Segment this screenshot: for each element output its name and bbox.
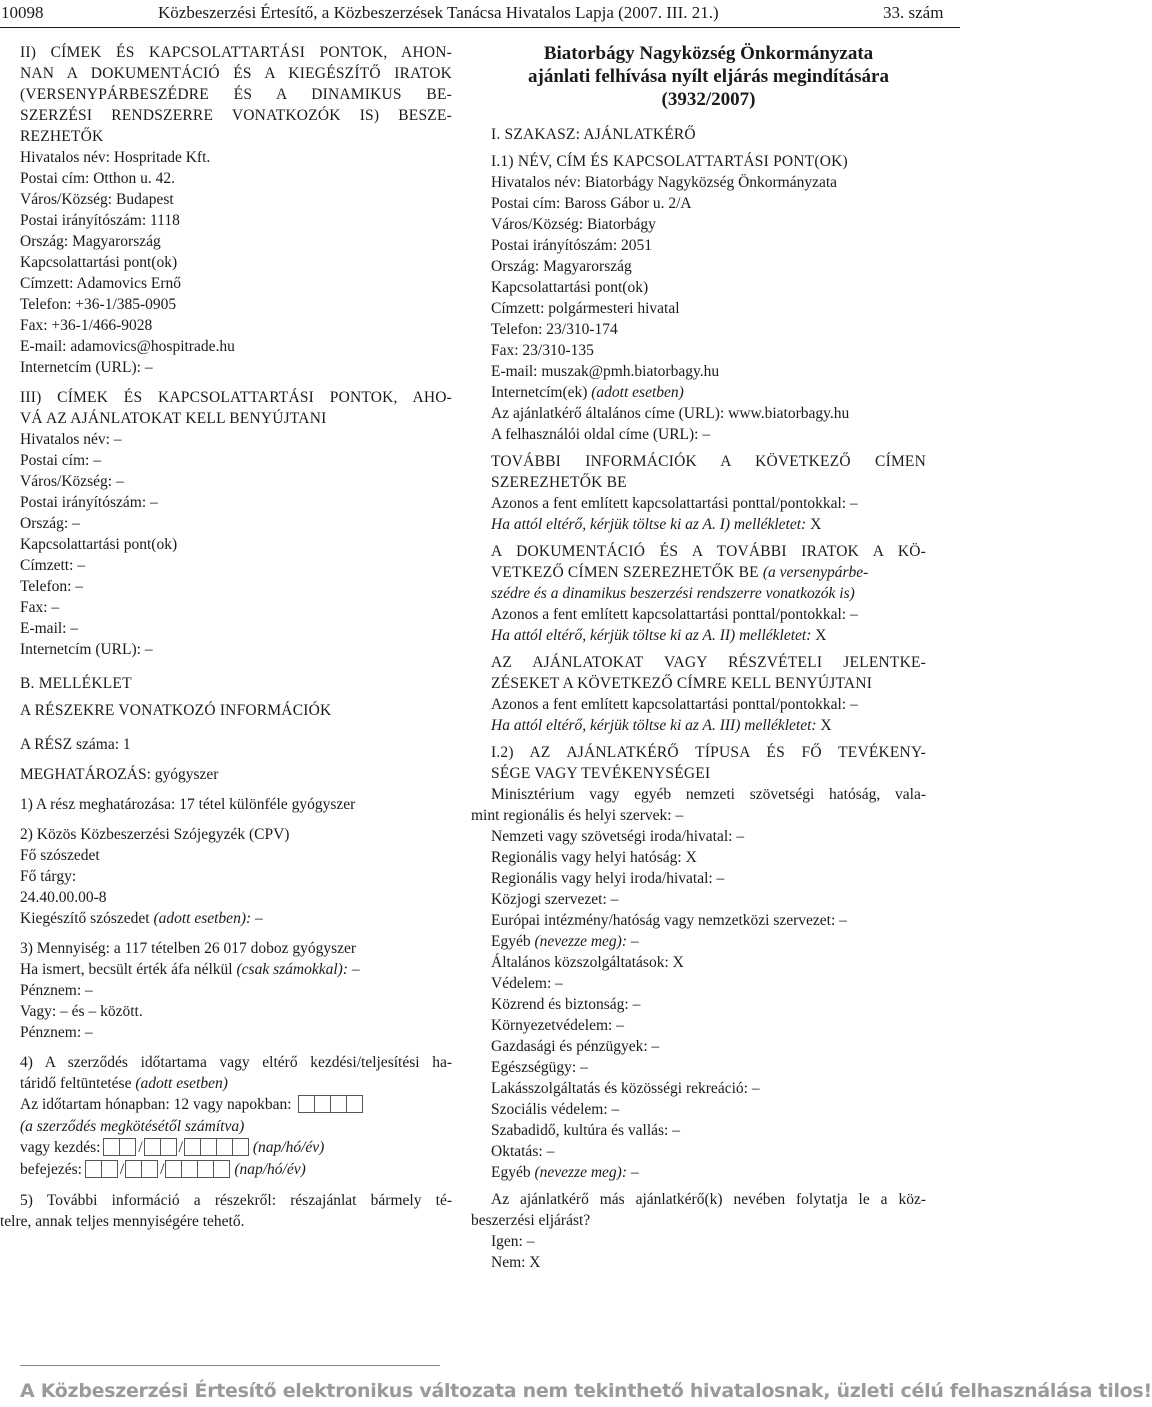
internet-note: (adott esetben)	[591, 384, 684, 401]
end-year-boxes	[166, 1160, 230, 1181]
footer-rule	[20, 1365, 440, 1366]
other-activity	[491, 1162, 926, 1183]
contact-line: Hivatalos név: –	[20, 431, 122, 448]
digit-box	[181, 1160, 198, 1178]
start-day-boxes	[104, 1138, 136, 1159]
heading-note-line: szédre és a dinamikus beszerzési rendszerre vonatkozók is)	[491, 585, 855, 602]
section-1-heading: I. SZAKASZ: AJÁNLATKÉRŐ	[491, 126, 696, 143]
heading-line: ZÉSEKET A KÖVETKEZŐ CÍMRE KELL BENYÚJTANI	[491, 675, 873, 692]
offers-heading	[491, 652, 926, 694]
duration-line: 4) A szerződés időtartama vagy eltérő kezdési/teljesítési ha-	[20, 1054, 452, 1071]
intro-line: mint regionális és helyi szervek: –	[471, 807, 684, 824]
footer-notice: A Közbeszerzési Értesítő elektronikus változata nem tekinthető hivatalosnak, üzleti célú felhasználása tilos!	[20, 1380, 1152, 1402]
end-date-row: befejezés: / / (nap/hó/év)	[20, 1159, 452, 1181]
digit-box	[213, 1160, 230, 1178]
contact-line: Telefon: 23/310-174	[491, 321, 618, 338]
contact-line: Fax: 23/310-135	[491, 342, 594, 359]
heading-line	[491, 562, 926, 583]
contact-line: Fax: +36-1/466-9028	[20, 317, 153, 334]
same-as-above: Azonos a fent említett kapcsolattartási ponttal/pontokkal: –	[491, 495, 858, 512]
activity-line: Általános közszolgáltatások: X	[491, 954, 684, 971]
heading-line: TOVÁBBI INFORMÁCIÓK A KÖVETKEZŐ CÍMEN	[491, 453, 926, 470]
activity-line: Közrend és biztonság: –	[491, 996, 641, 1013]
annex-note-value: X	[806, 516, 822, 533]
authority-types	[491, 826, 926, 952]
contact-line: Postai cím: Baross Gábor u. 2/A	[491, 195, 692, 212]
same-as-above: Azonos a fent említett kapcsolattartási ponttal/pontokkal: –	[491, 696, 858, 713]
right-column	[471, 42, 926, 1273]
annex-note-value: X	[811, 627, 827, 644]
duration-months	[20, 1094, 452, 1116]
item-2-cpv	[20, 824, 452, 929]
intro-line: Minisztérium vagy egyéb nemzeti szövetségi hatóság, vala-	[491, 786, 926, 803]
cpv-line: 2) Közös Közbeszerzési Szójegyzék (CPV)	[20, 826, 290, 843]
part-definition: MEGHATÁROZÁS: gyógyszer	[20, 766, 219, 783]
heading-line: I.2) AZ AJÁNLATKÉRŐ TÍPUSA ÉS FŐ TEVÉKENY-	[491, 744, 926, 761]
cpv-line: 24.40.00.00-8	[20, 889, 107, 906]
start-year-boxes	[185, 1138, 249, 1159]
start-date-label: vagy kezdés:	[20, 1138, 101, 1156]
digit-box	[103, 1138, 120, 1156]
duration-label: táridő feltüntetése	[20, 1075, 136, 1092]
contact-line: Kapcsolattartási pont(ok)	[491, 279, 649, 296]
title-line: (3932/2007)	[661, 89, 756, 110]
question-line: beszerzési eljárást?	[471, 1212, 591, 1229]
end-month-boxes	[126, 1160, 158, 1181]
heading-line: SZEREZHETŐK BE	[491, 474, 627, 491]
end-day-boxes	[86, 1160, 118, 1181]
item-3-quantity	[20, 938, 452, 1043]
contact-line: Ország: –	[20, 515, 80, 532]
i2-heading	[491, 742, 926, 784]
contact-line: Hivatalos név: Biatorbágy Nagyközség Önkormányzata	[491, 174, 838, 191]
heading-line: III) CÍMEK ÉS KAPCSOLATTARTÁSI PONTOK, AHO-	[20, 389, 452, 406]
contact-line: Internetcím (URL): –	[20, 641, 153, 658]
answer-yes: Igen: –	[491, 1233, 535, 1250]
item-1: 1) A rész meghatározása: 17 tétel különféle gyógyszer	[20, 796, 356, 813]
activity-list	[491, 952, 926, 1183]
heading-line: II) CÍMEK ÉS KAPCSOLATTARTÁSI PONTOK, AHON-	[20, 44, 452, 61]
type-line: Közjogi szervezet: –	[491, 891, 619, 908]
type-line: Regionális vagy helyi hatóság: X	[491, 849, 697, 866]
digit-box	[85, 1160, 102, 1178]
type-line: Regionális vagy helyi iroda/hivatal: –	[491, 870, 725, 887]
digit-box	[184, 1138, 201, 1156]
end-date-label: befejezés:	[20, 1160, 82, 1178]
contact-line: Hivatalos név: Hospritade Kft.	[20, 149, 211, 166]
further-info-line: 5) További információ a részekről: részajánlat bármely té-	[20, 1191, 452, 1209]
contact-line: Postai irányítószám: 1118	[20, 212, 180, 229]
part-number: A RÉSZ száma: 1	[20, 736, 131, 753]
days-boxes	[299, 1095, 363, 1116]
title-line: Biatorbágy Nagyközség Önkormányzata	[543, 43, 874, 64]
item-4-duration	[20, 1052, 452, 1181]
same-as-above: Azonos a fent említett kapcsolattartási ponttal/pontokkal: –	[491, 606, 858, 623]
section-2-contact-list	[20, 147, 452, 378]
i1-heading: I.1) NÉV, CÍM ÉS KAPCSOLATTARTÁSI PONT(OK)	[491, 153, 848, 170]
heading-text: VETKEZŐ CÍMEN SZEREZHETŐK BE	[491, 564, 763, 581]
heading-line: (VERSENYPÁRBESZÉDRE ÉS A DINAMIKUS BE-	[20, 86, 452, 103]
contact-line: Telefon: –	[20, 578, 84, 595]
digit-box	[197, 1160, 214, 1178]
digit-box	[314, 1095, 331, 1113]
title-line: ajánlati felhívása nyílt eljárás megindítására	[528, 66, 889, 87]
activity-line: Gazdasági és pénzügyek: –	[491, 1038, 660, 1055]
start-month-boxes	[145, 1138, 177, 1159]
heading-line: REZHETŐK	[20, 128, 104, 145]
other-note: (nevezze meg):	[534, 1164, 627, 1181]
contact-line: Város/Község: Biatorbágy	[491, 216, 656, 233]
activity-line: Szabadidő, kultúra és vallás: –	[491, 1122, 680, 1139]
digit-box	[160, 1138, 177, 1156]
digit-box	[346, 1095, 363, 1113]
heading-note: (a versenypárbe-	[762, 564, 869, 581]
annex-note-value: X	[816, 717, 832, 734]
annex-3-note	[491, 715, 926, 736]
contact-line: Címzett: polgármesteri hivatal	[491, 300, 680, 317]
i1-contact-list	[491, 172, 926, 445]
digit-box	[125, 1160, 142, 1178]
contact-line: E-mail: muszak@pmh.biatorbagy.hu	[491, 363, 720, 380]
other-value: –	[627, 933, 639, 950]
heading-line: SZERZÉSI RENDSZERRE VONATKOZÓK IS) BESZE-	[20, 107, 452, 124]
quantity-line: Pénznem: –	[20, 982, 93, 999]
quantity-line: Pénznem: –	[20, 1024, 93, 1041]
digit-box	[165, 1160, 182, 1178]
contact-line: Város/Község: Budapest	[20, 191, 174, 208]
contact-line: E-mail: adamovics@hospitrade.hu	[20, 338, 235, 355]
type-line: Nemzeti vagy szövetségi iroda/hivatal: –	[491, 828, 745, 845]
contact-line: Postai cím: Otthon u. 42.	[20, 170, 175, 187]
other-label: Egyéb	[491, 1164, 535, 1181]
heading-line: A DOKUMENTÁCIÓ ÉS A TOVÁBBI IRATOK A KÖ-	[491, 543, 926, 560]
estimated-value-label: Ha ismert, becsült érték áfa nélkül	[20, 961, 237, 978]
digit-box	[330, 1095, 347, 1113]
other-note: (nevezze meg):	[534, 933, 627, 950]
annex-2-note	[491, 625, 926, 646]
contact-line: Internetcím (URL): –	[20, 359, 153, 376]
notice-title	[491, 42, 926, 111]
estimated-value-note: (csak számokkal):	[236, 961, 348, 978]
digit-box	[216, 1138, 233, 1156]
activity-line: Védelem: –	[491, 975, 563, 992]
duration-months-label: Az időtartam hónapban: 12 vagy napokban:	[20, 1096, 292, 1113]
contact-line: Postai irányítószám: –	[20, 494, 158, 511]
activity-line: Környezetvédelem: –	[491, 1017, 624, 1034]
activity-line: Egészségügy: –	[491, 1059, 588, 1076]
date-format-hint: (nap/hó/év)	[234, 1160, 306, 1178]
page-number: 10098	[1, 3, 44, 22]
estimated-value	[20, 959, 452, 980]
annex-note-text: Ha attól eltérő, kérjük töltse ki az A. III) mellékletet:	[491, 717, 817, 734]
quantity-line: Vagy: – és – között.	[20, 1003, 143, 1020]
further-info-line: telre, annak teljes mennyiségére tehető.	[0, 1212, 245, 1230]
contact-line: Címzett: –	[20, 557, 86, 574]
journal-title: Közbeszerzési Értesítő, a Közbeszerzések Tanácsa Hivatalos Lapja (2007. III. 21.)	[158, 3, 719, 22]
digit-box	[232, 1138, 249, 1156]
digit-box	[298, 1095, 315, 1113]
heading-line: AZ AJÁNLATOKAT VAGY RÉSZVÉTELI JELENTKE-	[491, 654, 926, 671]
contact-line: Telefon: +36-1/385-0905	[20, 296, 177, 313]
other-type	[491, 931, 926, 952]
contact-line: Postai cím: –	[20, 452, 101, 469]
activity-line: Szociális védelem: –	[491, 1101, 620, 1118]
activity-line: Lakásszolgáltatás és közösségi rekreáció: –	[491, 1080, 760, 1097]
cpv-supplementary	[20, 908, 452, 929]
issue-number: 33. szám	[883, 3, 944, 22]
behalf-question	[471, 1189, 926, 1231]
digit-box	[141, 1160, 158, 1178]
left-column	[0, 42, 452, 1232]
annex-note-text: Ha attól eltérő, kérjük töltse ki az A. II) mellékletet:	[491, 627, 812, 644]
annex-note-text: Ha attól eltérő, kérjük töltse ki az A. I) mellékletet:	[491, 516, 807, 533]
cpv-supplementary-value: –	[251, 910, 263, 927]
other-label: Egyéb	[491, 933, 535, 950]
duration-from-contract: (a szerződés megkötésétől számítva)	[20, 1117, 245, 1135]
annex-b-title: B. MELLÉKLET	[20, 675, 132, 692]
duration-note: (adott esetben)	[135, 1075, 228, 1092]
cpv-line: Fő tárgy:	[20, 868, 77, 885]
contact-line: Ország: Magyarország	[491, 258, 632, 275]
contact-line: Kapcsolattartási pont(ok)	[20, 254, 178, 271]
contact-line: Címzett: Adamovics Ernő	[20, 275, 182, 292]
contact-line: E-mail: –	[20, 620, 79, 637]
i2-intro	[471, 784, 926, 826]
section-3-heading	[20, 387, 452, 429]
digit-box	[101, 1160, 118, 1178]
activity-line: Oktatás: –	[491, 1143, 555, 1160]
contact-line: Város/Község: –	[20, 473, 124, 490]
answer-no: Nem: X	[491, 1254, 541, 1271]
digit-box	[144, 1138, 161, 1156]
start-date-row: vagy kezdés: / / (nap/hó/év)	[20, 1137, 452, 1159]
annex-1-note	[491, 514, 926, 535]
heading-line: SÉGE VAGY TEVÉKENYSÉGEI	[491, 765, 711, 782]
digit-box	[119, 1138, 136, 1156]
contact-line: Fax: –	[20, 599, 60, 616]
header-rule	[0, 27, 960, 28]
documents-heading	[491, 541, 926, 604]
section-2-heading	[20, 42, 452, 147]
internet-label: Internetcím(ek)	[491, 384, 592, 401]
type-line: Európai intézmény/hatóság vagy nemzetközi szervezet: –	[491, 912, 847, 929]
general-url: Az ajánlatkérő általános címe (URL): www.biatorbagy.hu	[491, 405, 850, 422]
contact-line: Postai irányítószám: 2051	[491, 237, 653, 254]
quantity-line: 3) Mennyiség: a 117 tételben 26 017 doboz gyógyszer	[20, 940, 357, 957]
contact-line: Kapcsolattartási pont(ok)	[20, 536, 178, 553]
heading-line: NAN A DOKUMENTÁCIÓ ÉS A KIEGÉSZÍTŐ IRATOK	[20, 65, 452, 82]
buyer-profile-url: A felhasználói oldal címe (URL): –	[491, 426, 711, 443]
cpv-line: Fő szószedet	[20, 847, 100, 864]
estimated-value-value: –	[347, 961, 360, 978]
heading-line: VÁ AZ AJÁNLATOKAT KELL BENYÚJTANI	[20, 410, 327, 427]
date-format-hint: (nap/hó/év)	[252, 1138, 325, 1156]
duration-line	[20, 1073, 452, 1094]
annex-b-subtitle: A RÉSZEKRE VONATKOZÓ INFORMÁCIÓK	[20, 702, 332, 719]
cpv-supplementary-label: Kiegészítő szószedet	[20, 910, 154, 927]
other-value: –	[627, 1164, 639, 1181]
internet-addresses	[491, 382, 926, 403]
question-line: Az ajánlatkérő más ajánlatkérő(k) nevében folytatja le a köz-	[491, 1191, 926, 1208]
contact-line: Ország: Magyarország	[20, 233, 161, 250]
section-3-contact-list	[20, 429, 452, 660]
digit-box	[200, 1138, 217, 1156]
further-info-heading	[491, 451, 926, 493]
item-5-further-info	[0, 1190, 452, 1232]
cpv-supplementary-note: (adott esetben):	[153, 910, 252, 927]
